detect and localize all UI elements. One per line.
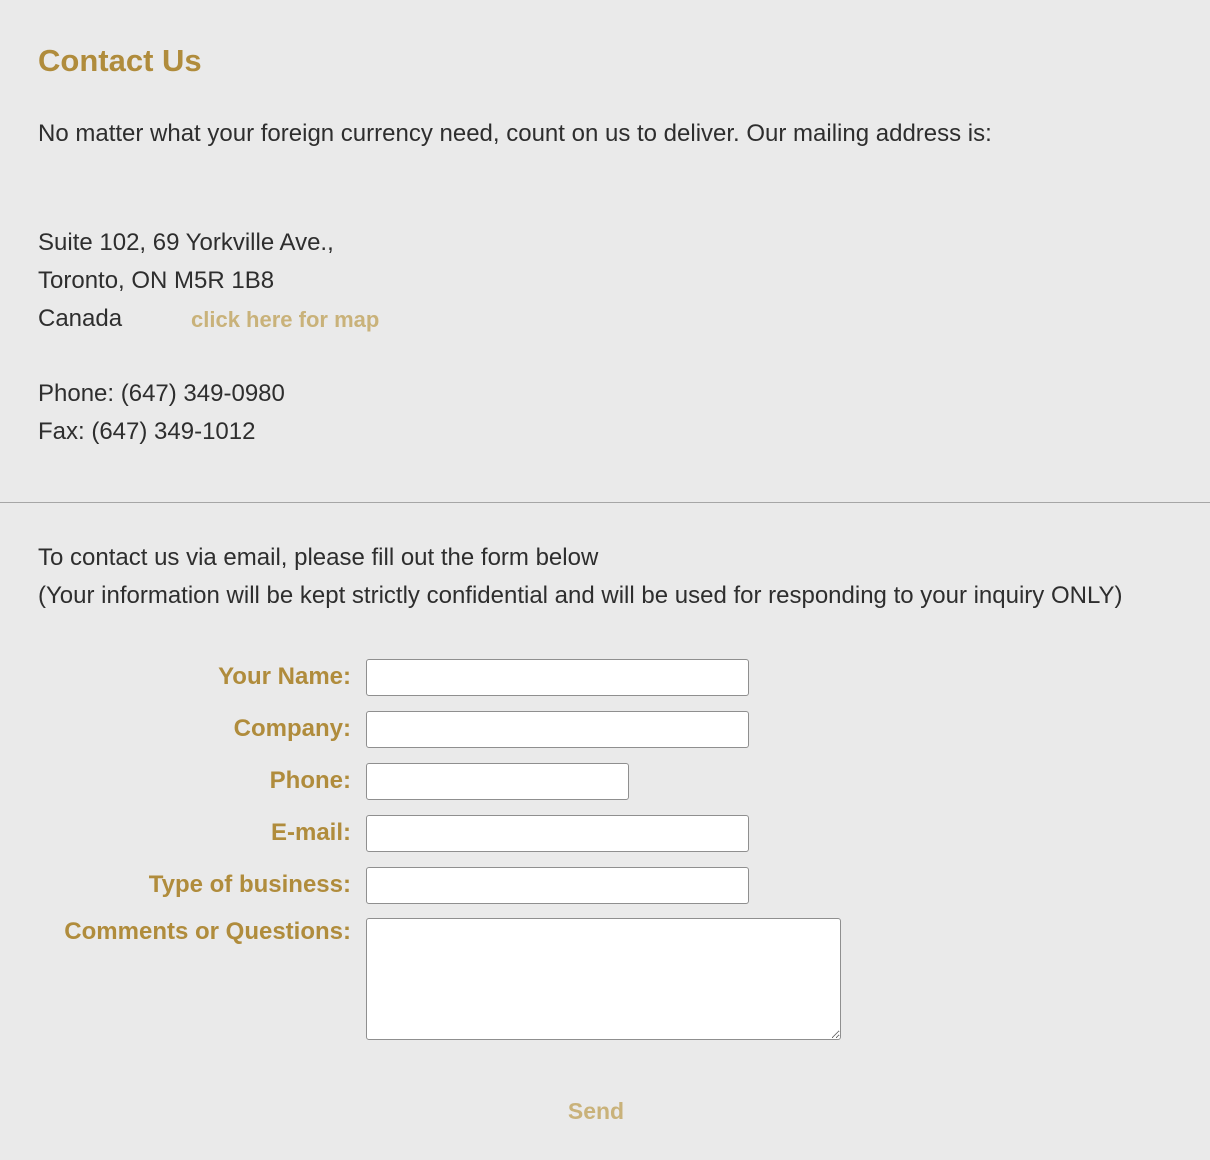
phone-text: Phone: (647) 349-0980 bbox=[38, 380, 285, 407]
fax-text: Fax: (647) 349-1012 bbox=[38, 418, 256, 445]
address-line-2: Toronto, ON M5R 1B8 bbox=[38, 267, 275, 294]
section-divider bbox=[0, 502, 1210, 503]
name-label: Your Name: bbox=[218, 663, 351, 690]
address-country: Canada bbox=[38, 305, 123, 332]
send-button[interactable]: Send bbox=[540, 1094, 652, 1128]
form-intro-line-1: To contact us via email, please fill out the form below bbox=[38, 544, 599, 571]
email-input[interactable] bbox=[366, 815, 749, 852]
company-input[interactable] bbox=[366, 711, 749, 748]
business-type-input[interactable] bbox=[366, 867, 749, 904]
name-input[interactable] bbox=[366, 659, 749, 696]
phone-label: Phone: bbox=[269, 767, 351, 794]
business-type-label: Type of business: bbox=[148, 871, 351, 898]
address-line-1: Suite 102, 69 Yorkville Ave., bbox=[38, 229, 334, 256]
comments-label: Comments or Questions: bbox=[64, 918, 351, 945]
email-label: E-mail: bbox=[270, 819, 351, 846]
page-title: Contact Us bbox=[38, 43, 202, 78]
comments-textarea[interactable] bbox=[366, 918, 841, 1040]
map-link[interactable]: click here for map bbox=[191, 307, 380, 332]
form-intro-line-2: (Your information will be kept strictly confidential and will be used for responding to your inquiry ONLY) bbox=[38, 582, 1123, 609]
intro-text: No matter what your foreign currency need, count on us to deliver. Our mailing address is: bbox=[38, 120, 992, 147]
company-label: Company: bbox=[233, 715, 351, 742]
phone-input[interactable] bbox=[366, 763, 629, 800]
